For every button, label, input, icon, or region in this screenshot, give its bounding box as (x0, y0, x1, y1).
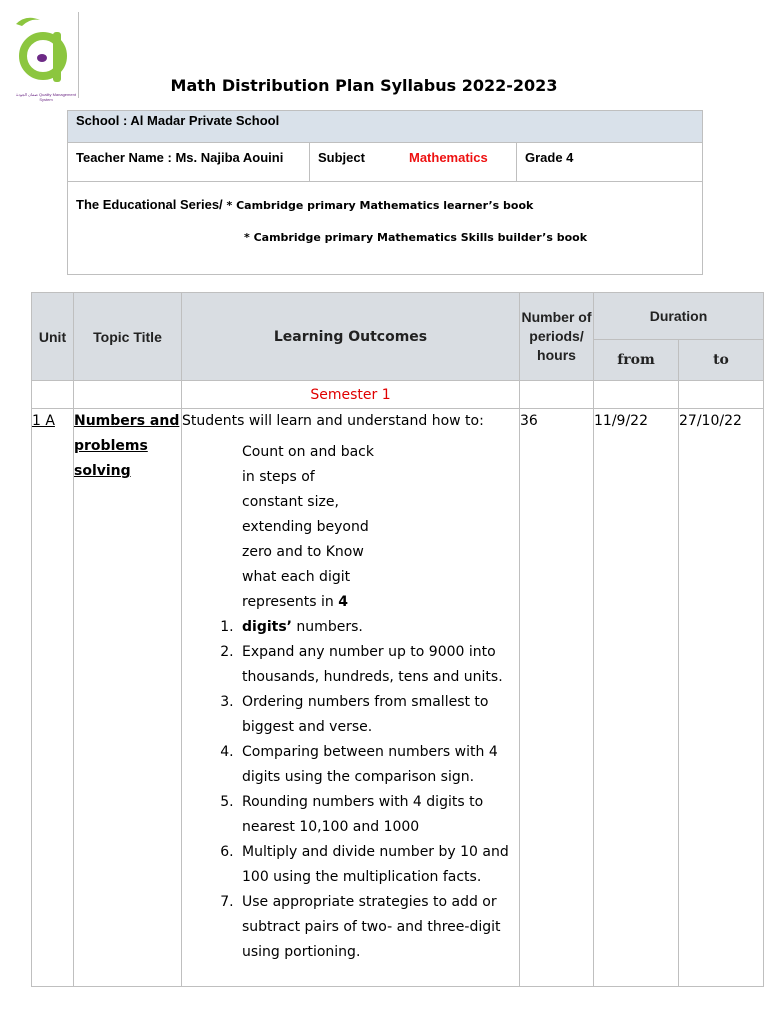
list-item: 4. Comparing between numbers with 4 digits using the comparison sign. (238, 740, 519, 790)
periods-cell: 36 (520, 409, 594, 987)
syllabus-table (31, 292, 764, 987)
from-date-cell: 11/9/22 (594, 409, 679, 987)
series-book-2: * Cambridge primary Mathematics Skills builder’s book (244, 231, 588, 244)
info-table (67, 110, 703, 275)
school-name: School : Al Madar Private School (76, 113, 280, 128)
to-date-cell: 27/10/22 (679, 409, 764, 987)
header-periods: Number of periods/ hours (520, 293, 594, 381)
list-item: 6. Multiply and divide number by 10 and 100 using the multiplication facts. (238, 840, 519, 890)
outcomes-list (182, 440, 519, 965)
school-row (68, 111, 702, 143)
subject-label: Subject (318, 150, 365, 165)
list-item: 2. Expand any number up to 9000 into thousands, hundreds, tens and units. (238, 640, 519, 690)
series-label: The Educational Series/ (76, 197, 223, 212)
subject-value: Mathematics (401, 143, 517, 181)
header-topic: Topic Title (74, 293, 182, 381)
topic-cell: Numbers and problems solving (74, 409, 182, 987)
list-item: 5. Rounding numbers with 4 digits to nearest 10,100 and 1000 (238, 790, 519, 840)
series-line-1 (76, 197, 533, 212)
header-unit: Unit (32, 293, 74, 381)
page-title: Math Distribution Plan Syllabus 2022-2023 (170, 76, 558, 95)
header-from: from (594, 340, 679, 381)
unit-cell: 1 A (32, 409, 74, 987)
header-duration: Duration (594, 293, 764, 340)
teacher-name: Teacher Name : Ms. Najiba Aouini (68, 143, 310, 181)
list-item: 3. Ordering numbers from smallest to biggest and verse. (238, 690, 519, 740)
semester-label: Semester 1 (182, 381, 520, 409)
table-row (32, 409, 764, 987)
grade: Grade 4 (525, 150, 574, 165)
header-to: to (679, 340, 764, 381)
header-learning-outcomes: Learning Outcomes (182, 293, 520, 381)
list-item: 7. Use appropriate strategies to add or subtract pairs of two- and three-digit using portioning. (238, 890, 519, 965)
logo-caption: ﺿﻤﺎن اﻟﺠﻮدة Quality Management System (16, 92, 76, 102)
outcomes-intro: Students will learn and understand how to: (182, 413, 484, 429)
outcomes-cell (182, 409, 520, 987)
teacher-row (68, 143, 702, 182)
list-item: 1. Count on and back in steps of constant size, extending beyond zero and to Know what each digit represents in 4 digits’ numbers. (238, 440, 519, 640)
series-row (68, 182, 702, 274)
series-book-1: * Cambridge primary Mathematics learner’s book (222, 199, 534, 212)
